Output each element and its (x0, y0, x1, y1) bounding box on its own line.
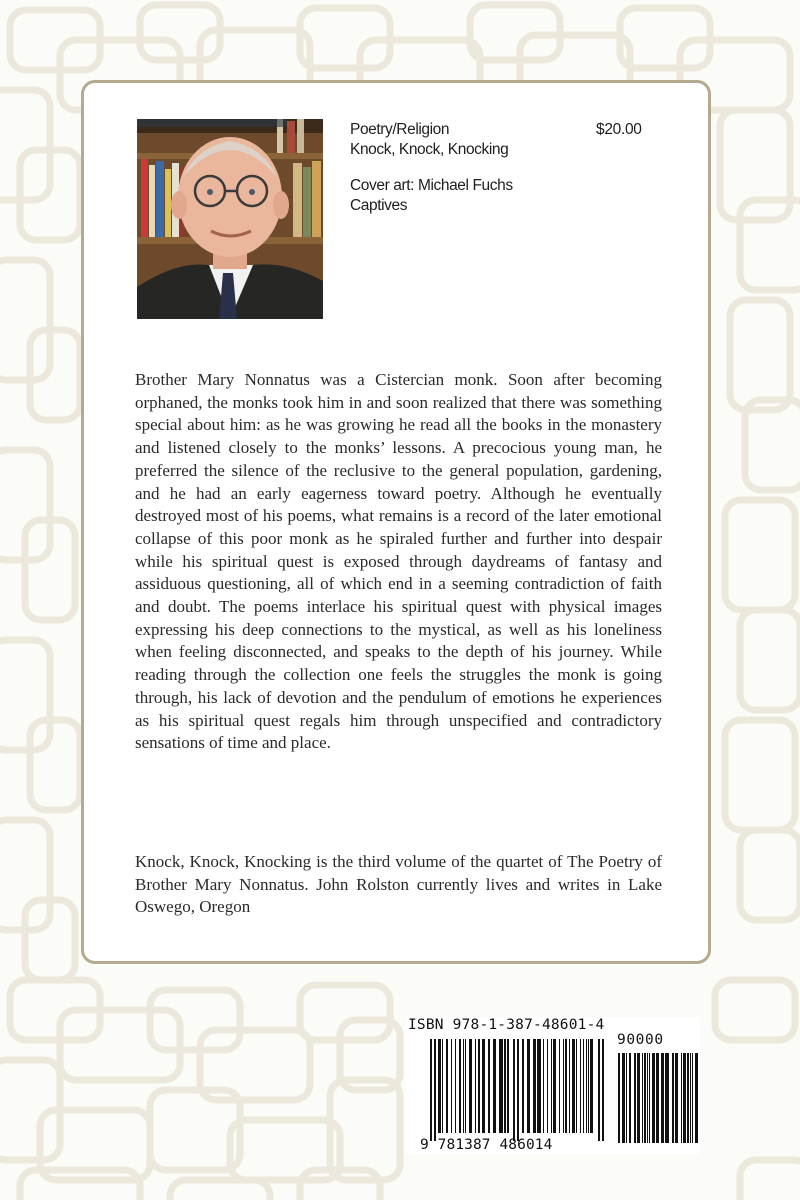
cover-art-title: Captives (350, 197, 408, 214)
author-photo (137, 119, 323, 319)
isbn-barcode-block (406, 1017, 700, 1155)
price-code: 90000 (617, 1032, 664, 1048)
author-note: Knock, Knock, Knocking is the third volume of the quartet of The Poetry of Brother Mary Nonnatus. John Rolston currently lives and writes in Lake Oswego, Oregon (135, 852, 662, 917)
cover-art-credit: Cover art: Michael Fuchs (350, 177, 513, 194)
ean-digits: 9 781387 486014 (420, 1137, 553, 1153)
back-cover-panel (81, 80, 711, 964)
category-label: Poetry/Religion (350, 121, 450, 138)
book-title: Knock, Knock, Knocking (350, 141, 509, 158)
price-label: $20.00 (596, 121, 642, 138)
isbn-label: ISBN 978-1-387-48601-4 (408, 1017, 605, 1033)
book-description: Brother Mary Nonnatus was a Cistercian monk. Soon after becoming orphaned, the monks took him in and soon realized that there was something special about him: as he was growing he read all the books in the monastery and listened closely to the monks’ lessons. A precocious young man, he preferred the silence of the reclusive to the general population, gardening, and he had an early eagerness toward poetry. Although he eventually destroyed most of his poems, what remains is a record of the later emotional collapse of this poor monk as he spiraled further and further into despair while his spiritual quest is exposed through daydreams of fantasy and assiduous questioning, all of which end in a seeming contradiction of faith and doubt. The poems interlace his spiritual quest with physical images expressing his deep connections to the mystical, as well as his loneliness when feeling disconnected, and speaks to the depth of his journey. While reading through the collection one feels the struggles the monk is going through, his lack of devotion and the pendulum of emotions he experiences as his spiritual quest regals him through unspecified and contradictory sensations of time and place. (135, 370, 662, 753)
